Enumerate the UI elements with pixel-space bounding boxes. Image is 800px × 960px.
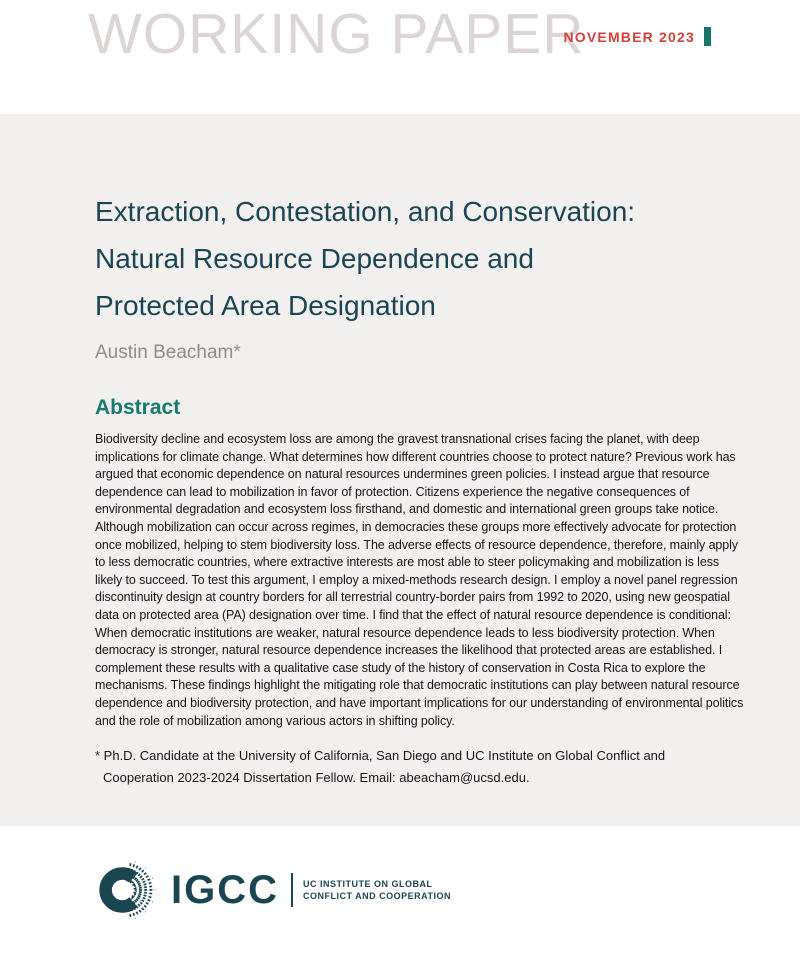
institute-name xyxy=(303,878,451,902)
footnote-line1: * Ph.D. Candidate at the University of California, San Diego and UC Institute on Global Conflict and xyxy=(95,748,666,764)
igcc-logo xyxy=(93,856,451,924)
abstract-heading: Abstract xyxy=(95,396,181,419)
header xyxy=(0,0,800,114)
paper-title xyxy=(95,188,745,329)
igcc-wordmark: IGCC xyxy=(171,868,279,912)
paper-title-line1: Extraction, Contestation, and Conservation: xyxy=(95,196,636,227)
paper-title-line3: Protected Area Designation xyxy=(95,290,436,321)
footnote-line2: Cooperation 2023-2024 Dissertation Fellow. Email: abeacham@ucsd.edu. xyxy=(103,769,530,785)
paper-title-line2: Natural Resource Dependence and xyxy=(95,243,534,274)
date-row xyxy=(563,27,711,46)
paper-author: Austin Beacham* xyxy=(95,342,241,363)
issue-date: NOVEMBER 2023 xyxy=(563,28,695,45)
abstract-text: Biodiversity decline and ecosystem loss are among the gravest transnational crises facing the planet, with deep implications for climate change. What determines how different countries choose to protect nature? Previous work has argued that economic dependence on natural resources undermines green policies. I instead argue that resource dependence can lead to mobilization in favor of protection. Citizens experience the negative consequences of environmental degradation and ecosystem loss firsthand, and domestic and international green groups take notice. Although mobilization can occur across regimes, in democracies these groups more effectively advocate for protection once mobilized, helping to stem biodiversity loss. The adverse effects of resource dependence, therefore, mainly apply to less democratic countries, where extractive interests are most able to steer policymaking and mobilization is less likely to succeed. To test this argument, I employ a mixed-methods research design. I employ a novel panel regression discontinuity design at country borders for all terrestrial country-border pairs from 1992 to 2020, using new geospatial data on protected area (PA) designation over time. I find that the effect of natural resource dependence is conditional: When democratic institutions are weaker, natural resource dependence leads to less biodiversity protection. When democracy is stronger, natural resource dependence increases the likelihood that protected areas are established. I complement these results with a qualitative case study of the history of conservation in Costa Rica to explore the mechanisms. These findings highlight the mitigating role that democratic institutions can play between natural resource dependence and biodiversity protection, and have important implications for our understanding of environmental politics and the role of mobilization among various actors in shifting policy. xyxy=(95,432,744,728)
institute-name-line2: CONFLICT AND COOPERATION xyxy=(303,891,451,901)
cover-panel xyxy=(0,114,800,826)
igcc-logo-mark-icon xyxy=(93,856,159,924)
institute-name-line1: UC INSTITUTE ON GLOBAL xyxy=(303,879,433,889)
footer xyxy=(0,826,800,960)
watermark-text: WORKING PAPER xyxy=(88,2,585,66)
date-accent-bar xyxy=(704,27,711,46)
logo-crescent xyxy=(106,874,134,907)
author-footnote xyxy=(95,745,745,788)
logo-divider xyxy=(291,873,293,907)
